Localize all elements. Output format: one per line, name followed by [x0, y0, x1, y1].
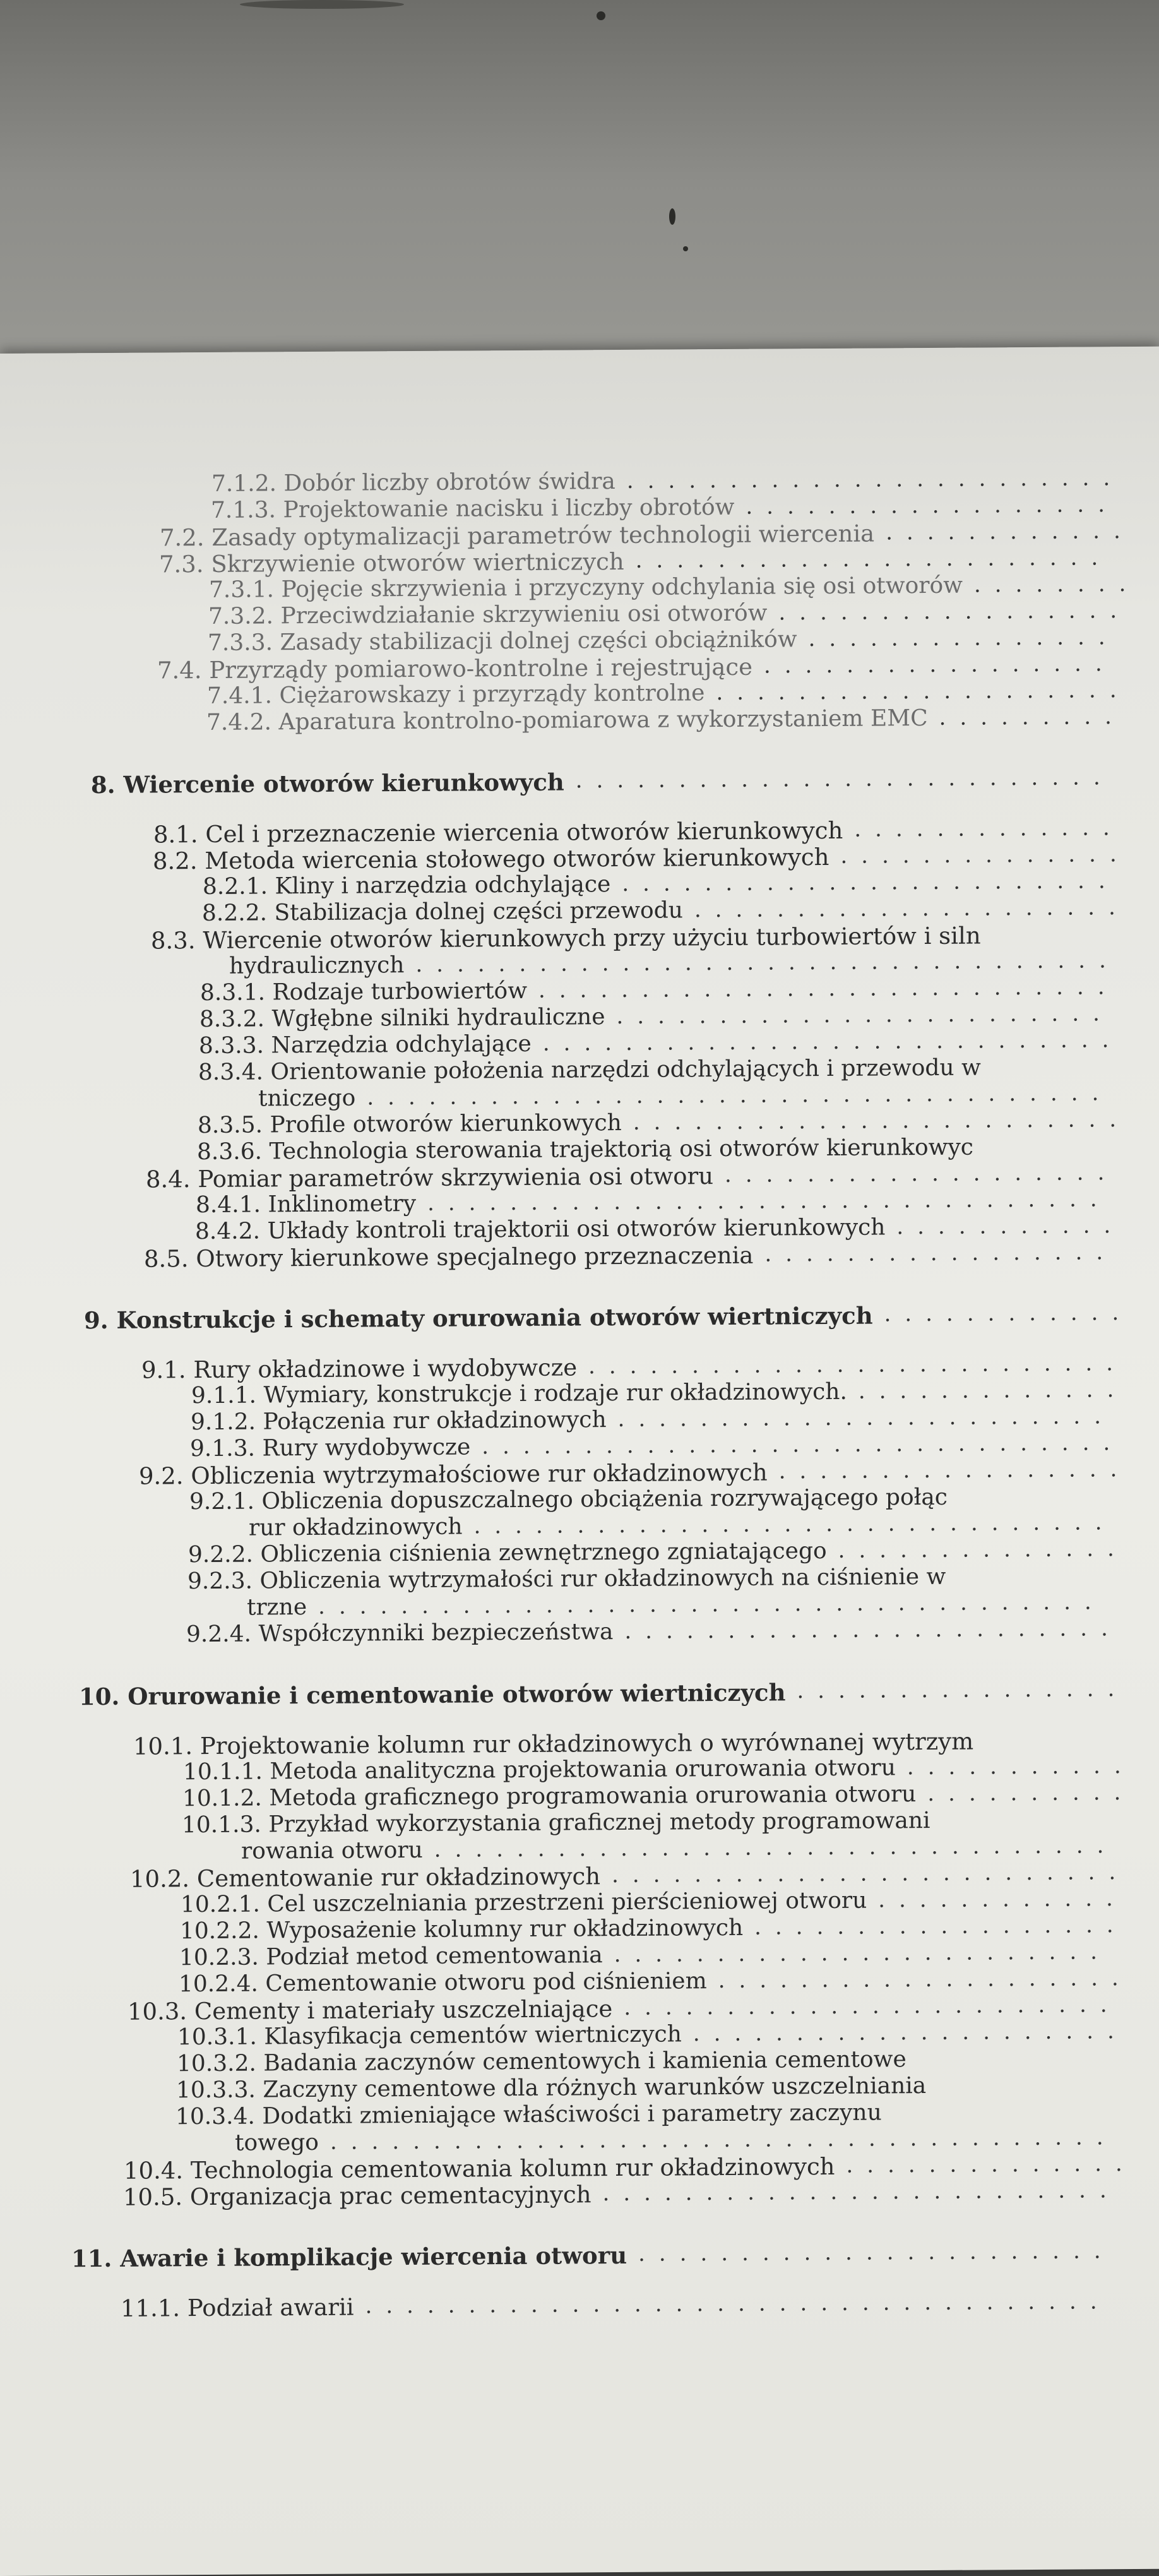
dot-leader: ...............................	[482, 1430, 1124, 1460]
toc-entry-text: rowania otworu	[241, 1837, 423, 1864]
dot-leader: ..............	[838, 1536, 1128, 1563]
toc-entry-text: 9.2.4. Współczynniki bezpieczeństwa	[186, 1619, 614, 1648]
toc-chapter-heading	[0, 1300, 1159, 1345]
dot-leader: ..........................	[575, 765, 1114, 794]
table-of-contents	[0, 347, 1159, 2576]
toc-entry-text: 8.3.6. Technologia sterowania trajektorią osi otworów kierunkowyc	[197, 1134, 973, 1166]
dot-leader: ........................	[633, 1107, 1131, 1135]
toc-entry-text: 9. Konstrukcje i schematy orurowania otworów wiertniczych	[84, 1301, 873, 1335]
dot-leader: ............	[884, 1300, 1133, 1327]
dot-leader: ....................	[716, 677, 1131, 706]
dot-leader: .......................	[638, 2238, 1115, 2267]
toc-entry	[0, 2178, 1159, 2222]
toc-entry-text: 10.2.2. Wyposażenie kolumny rur okładzinowych	[180, 1914, 744, 1945]
dot-leader: ....................................	[365, 2289, 1111, 2319]
dot-leader: ........................	[624, 1992, 1121, 2020]
toc-entry-text: trzne	[247, 1594, 307, 1621]
toc-entry-text: 9.2.2. Obliczenia ciśnienia zewnętrznego zgniatającego	[188, 1537, 827, 1568]
toc-entry	[0, 1616, 1159, 1661]
toc-entry-text: rur okładzinowych	[249, 1513, 463, 1541]
toc-entry-text: 8.2.2. Stabilizacja dolnej części przewodu	[202, 897, 683, 927]
dot-leader: ............................	[538, 974, 1119, 1003]
toc-entry-text: 8.4.2. Układy kontroli trajektorii osi otworów kierunkowych	[195, 1214, 886, 1245]
toc-entry-text: 8.3.2. Wgłębne silniki hydrauliczne	[199, 1004, 605, 1033]
toc-entry-text: 7.4.1. Ciężarowskazy i przyrządy kontrolne	[207, 680, 705, 709]
toc-entry-text: 10.2. Cementowanie rur okładzinowych	[130, 1863, 601, 1893]
toc-entry-text: 8.3. Wiercenie otworów kierunkowych przy użyciu turbowiertów i siln	[151, 922, 981, 955]
toc-entry-text: 8. Wiercenie otworów kierunkowych	[91, 768, 564, 799]
background-surface	[0, 0, 1159, 404]
toc-entry	[0, 704, 1159, 749]
dot-leader: ........................	[622, 868, 1119, 897]
dot-leader: .........	[939, 704, 1126, 730]
dot-leader: ........	[973, 571, 1140, 598]
dot-leader: ...........	[896, 1213, 1125, 1240]
dot-leader: .................	[764, 1239, 1117, 1267]
dot-leader: .................................	[434, 1833, 1118, 1863]
toc-entry-text: 7.3.3. Zasady stabilizacji dolnej części obciążników	[208, 626, 797, 656]
toc-entry-text: 10.1. Projektowanie kolumn rur okładzinowych o wyrównanej wytrzym	[133, 1727, 974, 1760]
dot-leader: ...............................	[473, 1510, 1116, 1539]
toc-entry-text: 9.1.2. Połączenia rur okładzinowych	[191, 1407, 607, 1436]
book-page	[0, 347, 1159, 2576]
dot-leader: ..........	[927, 1780, 1135, 1807]
toc-entry	[0, 2289, 1159, 2334]
toc-entry-text: 10.1.1. Metoda analityczna projektowania orurowania otworu	[183, 1755, 896, 1786]
dot-leader: ....................................	[367, 1080, 1113, 1111]
toc-entry-text: 10.3.2. Badania zaczynów cementowych i kamienia cementowe	[177, 2046, 906, 2077]
toc-entry-text: 9.1.1. Wymiary, konstrukcje i rodzaje rur okładzinowych.	[191, 1378, 847, 1409]
toc-entry-text: 10.2.4. Cementowanie otworu pod ciśnieniem	[179, 1968, 707, 1998]
surface-speck	[240, 0, 404, 9]
dot-leader: ........................	[614, 1939, 1112, 1968]
toc-entry	[0, 1239, 1159, 1284]
dot-leader: .............	[854, 815, 1124, 842]
dot-leader: .........................	[612, 1859, 1130, 1888]
toc-entry-text: 9.1.3. Rury wydobywcze	[190, 1434, 471, 1462]
dot-leader: ..................................	[415, 948, 1120, 977]
toc-chapter-heading	[0, 1676, 1159, 1721]
toc-entry-text: 11. Awarie i komplikacje wiercenia otworu	[71, 2241, 627, 2273]
toc-entry-text: 8.3.4. Orientowanie położenia narzędzi odchylających i przewodu w	[198, 1054, 981, 1086]
dot-leader: .................	[778, 1457, 1131, 1484]
toc-entry-text: 10.2.3. Podział metod cementowania	[179, 1942, 603, 1971]
toc-entry-text: 8.3.1. Rodzaje turbowiertów	[200, 977, 528, 1006]
toc-entry-text: 10.2.1. Cel uszczelniania przestrzeni pierścieniowej otworu	[181, 1887, 867, 1918]
dot-leader: ........................	[616, 1001, 1114, 1030]
toc-entry-text: hydraulicznych	[229, 952, 405, 979]
toc-entry-text: 10.1.2. Metoda graficznego programowania orurowania otworu	[182, 1781, 917, 1812]
dot-leader: .............	[858, 1377, 1128, 1404]
dot-leader: ........................	[617, 1404, 1115, 1433]
dot-leader: ..........................	[588, 1351, 1127, 1380]
surface-speck	[669, 208, 675, 225]
toc-entry-text: 7.1.3. Projektowanie nacisku i liczby obrotów	[211, 494, 735, 523]
toc-entry-text: 8.2.1. Kliny i narzędzia odchylające	[203, 871, 611, 900]
dot-leader: .........................	[602, 2178, 1120, 2207]
toc-entry-text: 9.2.1. Obliczenia dopuszczalnego obciążenia rozrywającego połąc	[189, 1484, 948, 1515]
dot-leader: ..............	[846, 2151, 1136, 2178]
toc-entry-text: 8.5. Otwory kierunkowe specjalnego przeznaczenia	[144, 1241, 754, 1273]
toc-entry-text: 7.3. Skrzywienie otworów wiertniczych	[159, 547, 624, 578]
toc-entry-text: 10.3.1. Klasyfikacja cementów wiertniczych	[177, 2021, 682, 2051]
dot-leader: ...................	[725, 1160, 1119, 1188]
toc-entry-text: 8.3.3. Narzędzia odchylające	[199, 1030, 532, 1059]
toc-entry-text: 10. Orurowanie i cementowanie otworów wiertniczych	[79, 1678, 786, 1711]
toc-entry-text: 8.4.1. Inklinometry	[196, 1190, 417, 1219]
toc-entry-text: 7.4. Przyrządy pomiarowo-kontrolne i rejestrujące	[157, 653, 753, 684]
toc-entry-text: 9.1. Rury okładzinowe i wydobywcze	[141, 1354, 578, 1384]
dot-leader: .................................	[427, 1186, 1111, 1216]
toc-entry-text: 10.3.4. Dodatki zmieniające właściwości i parametry zaczynu	[175, 2099, 882, 2130]
toc-entry-text: 7.4.2. Aparatura kontrolno-pomiarowa z wykorzystaniem EMC	[206, 705, 928, 736]
toc-entry-text: 10.3.3. Zaczyny cementowe dla różnych warunków uszczelniania	[176, 2073, 927, 2104]
toc-entry-text: 7.3.2. Przeciwdziałanie skrzywieniu osi otworów	[208, 600, 768, 629]
toc-entry-text: 10.1.3. Przykład wykorzystania graficznej metody programowani	[182, 1807, 930, 1839]
toc-entry-text: 10.5. Organizacja prac cementacyjnych	[123, 2181, 591, 2211]
toc-chapter-heading	[0, 2238, 1159, 2283]
toc-entry-text: tniczego	[258, 1085, 356, 1112]
dot-leader: ..............	[840, 842, 1131, 869]
toc-entry-text: 8.4. Pomiar parametrów skrzywienia osi otworu	[146, 1162, 714, 1193]
toc-entry-text: 7.1.2. Dobór liczby obrotów świdra	[211, 468, 615, 497]
dot-leader: .....................	[692, 2018, 1128, 2047]
toc-entry-text: 9.2.3. Obliczenia wytrzymałości rur okładzinowych na ciśnienie w	[187, 1563, 946, 1595]
toc-entry-text: 10.4. Technologia cementowania kolumn rur okładzinowych	[124, 2152, 835, 2185]
surface-speck	[683, 246, 688, 251]
toc-entry-text: 9.2. Obliczenia wytrzymałościowe rur okładzinowych	[139, 1458, 768, 1490]
toc-entry-text: 7.3.1. Pojęcie skrzywienia i przyczyny odchylania się osi otworów	[209, 572, 963, 603]
dot-leader: .....................	[694, 895, 1129, 923]
toc-entry-text: 7.2. Zasady optymalizacji parametrów technologii wiercenia	[160, 520, 875, 552]
toc-entry-text: 8.3.5. Profile otworów kierunkowych	[198, 1109, 622, 1139]
toc-entry-text: 10.3. Cementy i materiały uszczelniające	[128, 1995, 613, 2025]
dot-leader: ......................................	[318, 1589, 1105, 1619]
dot-leader: ......................................	[330, 2125, 1117, 2155]
toc-chapter-heading	[0, 765, 1159, 809]
surface-speck	[597, 11, 605, 20]
toc-entry-text: towego	[235, 2129, 319, 2156]
dot-leader: ............	[886, 518, 1134, 546]
dot-leader: ................	[797, 1676, 1129, 1704]
dot-leader: ...............	[808, 624, 1119, 652]
dot-leader: ..................	[746, 492, 1119, 520]
dot-leader: ........................	[624, 1616, 1122, 1644]
dot-leader: ....................	[718, 1965, 1132, 1994]
toc-entry-text: 8.1. Cel i przeznaczenie wiercenia otworów kierunkowych	[153, 816, 843, 849]
dot-leader: ..................	[754, 1912, 1127, 1940]
toc-entry-text: 8.2. Metoda wiercenia stołowego otworów kierunkowych	[153, 843, 829, 875]
dot-leader: ............	[878, 1886, 1127, 1913]
dot-leader: .................	[778, 598, 1131, 626]
dot-leader: ............................	[542, 1027, 1123, 1056]
dot-leader: .................	[764, 651, 1116, 679]
dot-leader: ........................	[626, 465, 1124, 494]
dot-leader: .......................	[635, 545, 1112, 573]
toc-entry-text: 11.1. Podział awarii	[121, 2293, 354, 2322]
dot-leader: ...........	[906, 1753, 1135, 1780]
